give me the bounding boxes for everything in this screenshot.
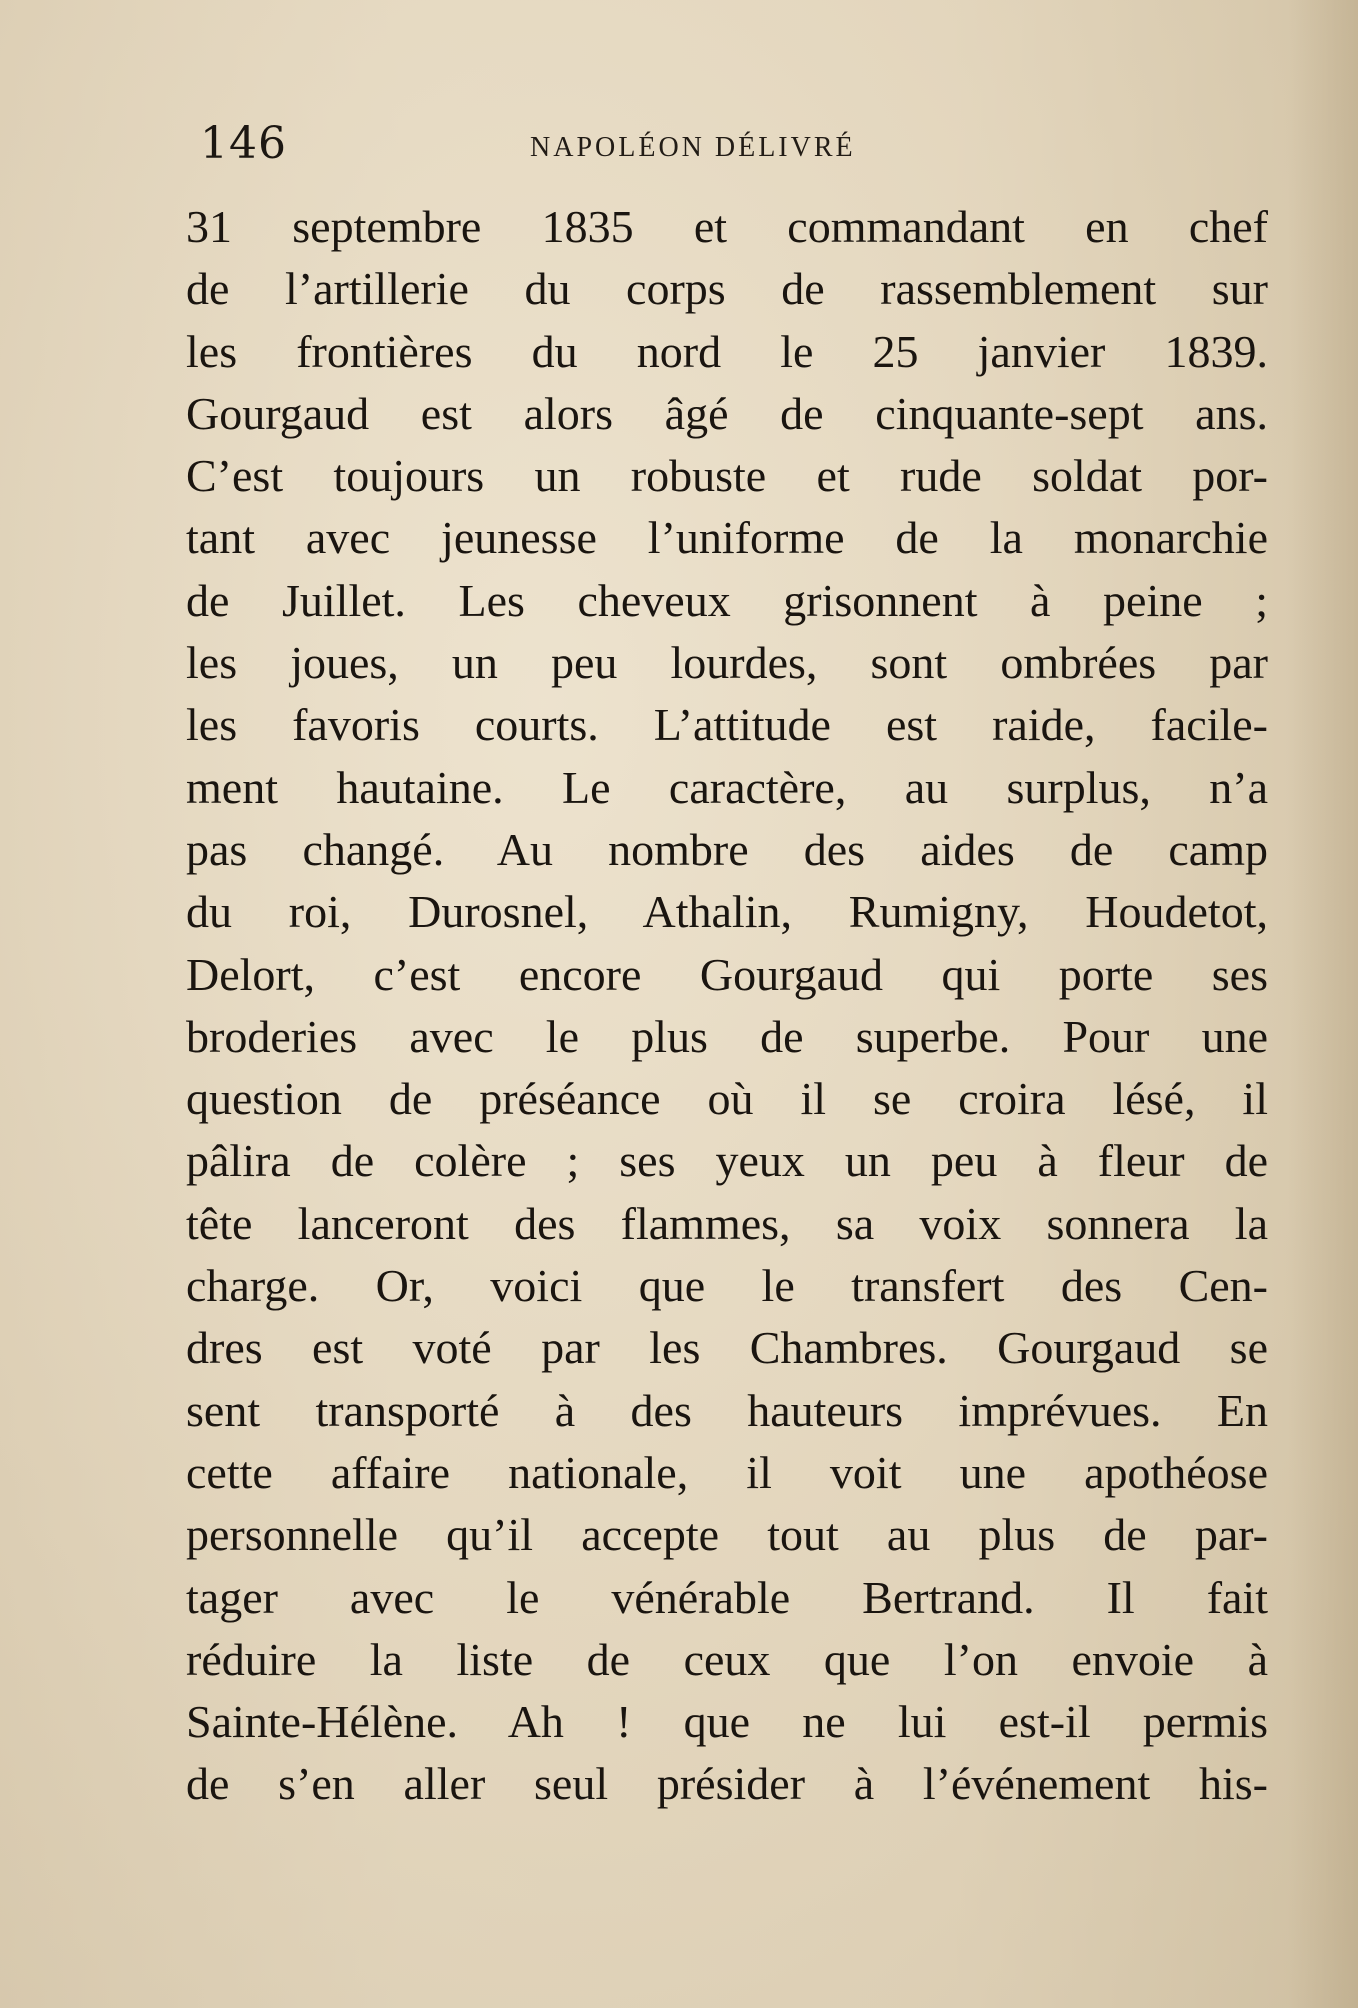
text-line: 31 septembre 1835 et commandant en chef — [186, 201, 1268, 252]
text-line: dres est voté par les Chambres. Gourgaud se — [186, 1322, 1268, 1374]
text-line: de s’en aller seul présider à l’événement his- — [186, 1758, 1268, 1810]
text-line: pâlira de colère ; ses yeux un peu à fleur de — [186, 1135, 1268, 1187]
page-header — [200, 118, 1260, 178]
text-line: question de préséance où il se croira lésé, il — [186, 1073, 1268, 1125]
text-line: tête lanceront des flammes, sa voix sonnera la — [186, 1197, 1268, 1249]
text-line: Sainte-Hélène. Ah ! que ne lui est-il permis — [186, 1696, 1268, 1748]
text-line: ment hautaine. Le caractère, au surplus, n’a — [186, 761, 1268, 813]
text-line: tager avec le vénérable Bertrand. Il fait — [186, 1571, 1268, 1623]
running-title: NAPOLÉON DÉLIVRÉ — [530, 132, 856, 163]
text-line: broderies avec le plus de superbe. Pour une — [186, 1010, 1268, 1062]
text-line: de l’artillerie du corps de rassemblement sur — [186, 263, 1268, 315]
body-text — [186, 196, 1268, 1816]
text-line: personnelle qu’il accepte tout au plus de par- — [186, 1509, 1268, 1561]
text-line: sent transporté à des hauteurs imprévues. En — [186, 1384, 1268, 1436]
text-line: réduire la liste de ceux que l’on envoie à — [186, 1633, 1268, 1685]
text-line: C’est toujours un robuste et rude soldat por- — [186, 450, 1268, 502]
text-line: les joues, un peu lourdes, sont ombrées par — [186, 637, 1268, 689]
text-line: les favoris courts. L’attitude est raide, facile- — [186, 699, 1268, 751]
text-line: pas changé. Au nombre des aides de camp — [186, 823, 1268, 875]
text-line: Gourgaud est alors âgé de cinquante-sept ans. — [186, 387, 1268, 439]
text-line: de Juillet. Les cheveux grisonnent à peine ; — [186, 574, 1268, 626]
text-line: Delort, c’est encore Gourgaud qui porte ses — [186, 948, 1268, 1000]
text-line: du roi, Durosnel, Athalin, Rumigny, Houdetot, — [186, 886, 1268, 938]
text-line: tant avec jeunesse l’uniforme de la monarchie — [186, 512, 1268, 564]
text-line: cette affaire nationale, il voit une apothéose — [186, 1446, 1268, 1498]
text-line: charge. Or, voici que le transfert des Cen- — [186, 1260, 1268, 1312]
text-line: les frontières du nord le 25 janvier 1839. — [186, 325, 1268, 377]
page-number: 146 — [200, 118, 287, 169]
